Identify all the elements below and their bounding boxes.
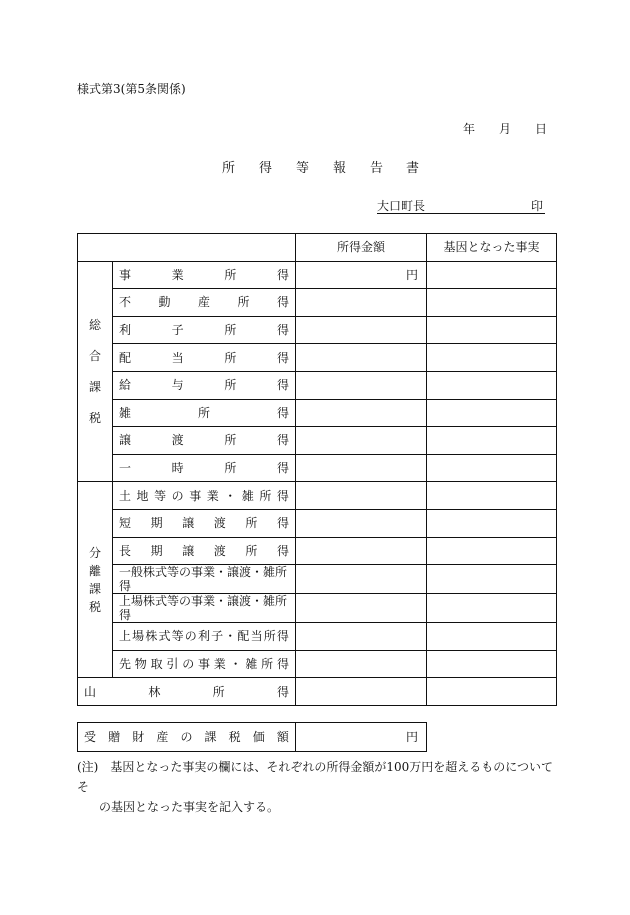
header-basis: 基因となった事実 <box>427 234 557 262</box>
group-label-char: 合 <box>88 348 101 363</box>
income-type-char: 渡 <box>213 543 226 558</box>
mayor-address-line <box>377 197 545 214</box>
gift-label-char: 産 <box>156 730 169 744</box>
income-type-char: 所 <box>224 378 237 393</box>
income-type-label <box>113 261 296 289</box>
income-type-char: 雑 <box>241 488 254 503</box>
amount-field[interactable] <box>296 454 427 482</box>
title-char: 告 <box>370 161 384 176</box>
gift-label-char: 受 <box>84 730 97 744</box>
amount-field[interactable] <box>296 482 427 510</box>
income-type-char: 渡 <box>171 433 184 448</box>
basis-field[interactable] <box>427 289 557 317</box>
title-char: 等 <box>296 161 310 176</box>
amount-field[interactable] <box>296 427 427 455</box>
income-type-label <box>113 482 296 510</box>
amount-field[interactable] <box>296 289 427 317</box>
income-type-char: 雑 <box>245 657 258 672</box>
group-separate-taxation <box>78 482 113 678</box>
income-type-char: 所 <box>263 629 276 644</box>
income-type-char: 事 <box>197 657 210 672</box>
income-type-label <box>113 344 296 372</box>
income-type-char: 物 <box>134 657 147 672</box>
income-type-char: 得 <box>276 488 289 503</box>
income-type-label <box>113 454 296 482</box>
group-label-char: 離 <box>88 563 101 578</box>
income-type-label <box>113 537 296 565</box>
basis-field[interactable] <box>427 565 557 594</box>
income-type-char: 所 <box>224 433 237 448</box>
title-char: 書 <box>406 161 420 176</box>
income-type-char: 利 <box>119 323 132 338</box>
amount-field[interactable] <box>296 623 427 651</box>
income-type-label: 上場株式等の事業・譲渡・雑所得 <box>113 594 296 623</box>
income-type-char: 長 <box>119 543 132 558</box>
income-type-label <box>113 509 296 537</box>
income-type-char: の <box>184 629 197 644</box>
income-type-char: 与 <box>171 378 184 393</box>
income-type-char: 所 <box>224 267 237 282</box>
gift-label-char: 財 <box>132 730 145 744</box>
income-type-char: 得 <box>276 684 289 699</box>
income-type-char: の <box>182 657 195 672</box>
amount-field[interactable] <box>296 399 427 427</box>
income-type-char: 時 <box>171 461 184 476</box>
income-type-char: 先 <box>119 657 132 672</box>
income-type-char: 所 <box>212 684 225 699</box>
group-label-char: 税 <box>88 599 101 614</box>
income-type-char: 利 <box>197 629 210 644</box>
basis-field[interactable] <box>427 371 557 399</box>
amount-field[interactable] <box>296 371 427 399</box>
date-month-label: 月 <box>499 122 512 136</box>
gift-label-char: 贈 <box>108 730 121 744</box>
amount-field[interactable] <box>296 316 427 344</box>
income-type-label <box>113 427 296 455</box>
gift-label-char: の <box>180 730 193 744</box>
amount-field[interactable] <box>296 594 427 623</box>
income-type-char: 期 <box>150 543 163 558</box>
income-type-label <box>113 623 296 651</box>
income-type-char: 所 <box>197 405 210 420</box>
note-line: の基因となった事実を記入する。 <box>99 800 280 814</box>
income-type-char: 土 <box>119 488 132 503</box>
basis-field[interactable] <box>427 650 557 678</box>
income-type-char: 当 <box>250 629 263 644</box>
income-type-char: 場 <box>132 629 145 644</box>
date-day-label: 日 <box>535 122 548 136</box>
income-type-char: 所 <box>259 488 272 503</box>
income-table <box>77 233 557 706</box>
income-type-char: 子 <box>171 323 184 338</box>
header-amount-char: 金 <box>361 240 374 255</box>
income-type-char: 所 <box>245 543 258 558</box>
amount-field[interactable]: 円 <box>296 261 427 289</box>
group-general-taxation <box>78 261 113 482</box>
income-type-char: 得 <box>276 378 289 393</box>
gift-amount-field[interactable]: 円 <box>296 723 427 752</box>
basis-field[interactable] <box>427 537 557 565</box>
income-type-char: 不 <box>119 295 132 310</box>
gift-label-char: 額 <box>276 730 289 744</box>
basis-field[interactable] <box>427 594 557 623</box>
amount-field[interactable] <box>296 650 427 678</box>
income-type-char: 期 <box>150 516 163 531</box>
income-type-char: 譲 <box>182 543 195 558</box>
income-type-char: 所 <box>237 295 250 310</box>
income-type-char: ・ <box>224 488 237 503</box>
income-type-char: 株 <box>145 629 158 644</box>
basis-field[interactable] <box>427 344 557 372</box>
income-type-char: 産 <box>197 295 210 310</box>
income-type-char: 譲 <box>119 433 132 448</box>
amount-field[interactable] <box>296 509 427 537</box>
header-amount <box>296 234 427 262</box>
gift-label-char: 価 <box>252 730 265 744</box>
income-type-char: 得 <box>276 295 289 310</box>
group-label-char: 総 <box>88 317 101 332</box>
header-amount-char: 額 <box>373 240 386 255</box>
basis-field[interactable] <box>427 399 557 427</box>
income-type-char: 等 <box>171 629 184 644</box>
group-label-char: 課 <box>88 379 101 394</box>
income-type-char: 得 <box>276 543 289 558</box>
group-label-char: 分 <box>88 545 101 560</box>
basis-field[interactable] <box>427 454 557 482</box>
note <box>77 757 557 817</box>
title-char: 報 <box>333 161 347 176</box>
income-type-char: 取 <box>150 657 163 672</box>
income-type-char: 得 <box>276 350 289 365</box>
income-type-label <box>113 650 296 678</box>
income-type-char: 得 <box>276 405 289 420</box>
gift-label <box>78 723 296 752</box>
income-type-label <box>113 289 296 317</box>
group-label-char: 課 <box>88 581 101 596</box>
income-type-label <box>113 399 296 427</box>
gift-label-char: 課 <box>204 730 217 744</box>
income-type-char: 業 <box>213 657 226 672</box>
income-type-char: 上 <box>119 629 132 644</box>
income-type-char: 得 <box>276 516 289 531</box>
seal-mark: 印 <box>530 199 543 213</box>
income-type-char: 所 <box>224 461 237 476</box>
income-type-char: 譲 <box>182 516 195 531</box>
income-type-char: 短 <box>119 516 132 531</box>
title-char: 得 <box>259 161 273 176</box>
gift-label-char: 税 <box>228 730 241 744</box>
income-type-char: 渡 <box>213 516 226 531</box>
gift-tax-table <box>77 722 427 752</box>
header-amount-char: 得 <box>348 240 361 255</box>
income-type-char: 給 <box>119 378 132 393</box>
income-type-char: ・ <box>224 629 237 644</box>
income-type-char: 業 <box>171 267 184 282</box>
income-type-char: 事 <box>119 267 132 282</box>
income-type-char: 事 <box>189 488 202 503</box>
income-type-char: 配 <box>119 350 132 365</box>
income-type-char: 得 <box>276 323 289 338</box>
income-type-char: 得 <box>276 461 289 476</box>
income-type-char: 得 <box>276 433 289 448</box>
header-blank <box>78 234 296 262</box>
income-type-char: ・ <box>229 657 242 672</box>
amount-field[interactable] <box>296 565 427 594</box>
header-amount-char: 所 <box>336 240 349 255</box>
income-type-label <box>113 316 296 344</box>
income-type-char: 得 <box>276 629 289 644</box>
note-line: (注) 基因となった事実の欄には、それぞれの所得金額が100万円を超えるものについてそ <box>77 760 554 794</box>
income-type-char: 雑 <box>119 405 132 420</box>
basis-field[interactable] <box>427 427 557 455</box>
income-type-char: 当 <box>171 350 184 365</box>
income-type-char: の <box>171 488 184 503</box>
basis-field[interactable] <box>427 261 557 289</box>
income-type-label: 一般株式等の事業・譲渡・雑所得 <box>113 565 296 594</box>
income-type-char: 所 <box>224 350 237 365</box>
basis-field[interactable] <box>427 623 557 651</box>
basis-field[interactable] <box>427 482 557 510</box>
forest-income-label <box>78 678 296 706</box>
basis-field[interactable] <box>427 678 557 706</box>
income-type-char: 業 <box>206 488 219 503</box>
income-type-label <box>113 371 296 399</box>
group-label-char: 税 <box>88 410 101 425</box>
income-type-char: 動 <box>158 295 171 310</box>
income-type-char: 式 <box>158 629 171 644</box>
income-type-char: 山 <box>84 684 97 699</box>
basis-field[interactable] <box>427 316 557 344</box>
amount-field[interactable] <box>296 537 427 565</box>
income-type-char: 所 <box>245 516 258 531</box>
income-type-char: 子 <box>211 629 224 644</box>
form-number: 様式第3(第5条関係) <box>77 82 186 96</box>
income-type-char: 得 <box>276 657 289 672</box>
date-year-label: 年 <box>463 122 476 136</box>
income-type-char: 引 <box>166 657 179 672</box>
amount-field[interactable] <box>296 344 427 372</box>
income-type-char: 等 <box>154 488 167 503</box>
income-type-char: 得 <box>276 267 289 282</box>
amount-field[interactable] <box>296 678 427 706</box>
title-char: 所 <box>222 161 236 176</box>
mayor-label: 大口町長 <box>377 199 426 213</box>
income-type-char: 地 <box>136 488 149 503</box>
income-type-char: 林 <box>148 684 161 699</box>
income-type-char: 配 <box>237 629 250 644</box>
basis-field[interactable] <box>427 509 557 537</box>
income-type-char: 所 <box>224 323 237 338</box>
income-type-char: 一 <box>119 461 132 476</box>
income-type-char: 所 <box>261 657 274 672</box>
